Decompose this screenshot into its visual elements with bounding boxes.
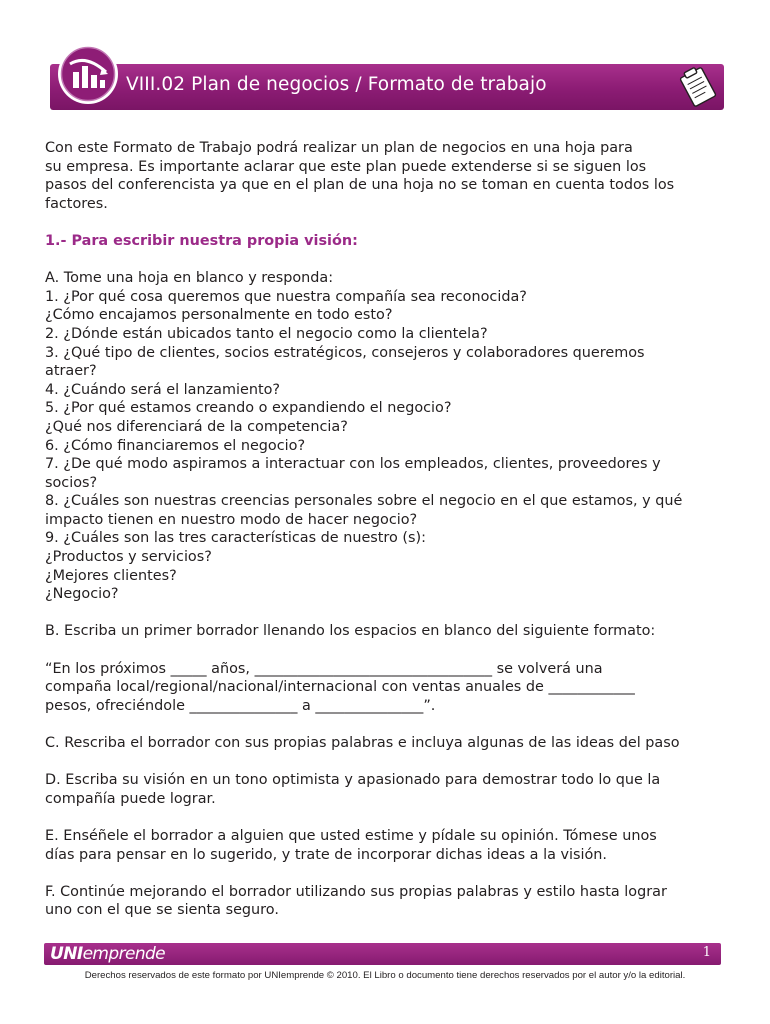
brand-logo bbox=[50, 943, 165, 965]
text-line: Con este Formato de Trabajo podrá realizar un plan de negocios en una hoja para bbox=[45, 140, 633, 156]
text-line: atraer? bbox=[45, 363, 97, 380]
text-line: socios? bbox=[45, 474, 98, 491]
text-line: 9. ¿Cuáles son las tres características de nuestro (s): bbox=[45, 530, 426, 547]
text-line: D. Escriba su visión en un tono optimista y apasionado para demostrar todo lo que la bbox=[45, 772, 661, 789]
text-line: 7. ¿De qué modo aspiramos a interactuar con los empleados, clientes, proveedores y bbox=[45, 456, 661, 473]
text-line: pesos, ofreciéndole _______________ a _______________”. bbox=[45, 697, 436, 714]
text-line: E. Enséñele el borrador a alguien que usted estime y pídale su opinión. Tómese unos bbox=[45, 827, 657, 844]
text-line: 2. ¿Dónde están ubicados tanto el negocio como la clientela? bbox=[45, 325, 488, 342]
section-heading: 1.- Para escribir nuestra propia visión: bbox=[45, 232, 358, 249]
copyright-notice: Derechos reservados de este formato por UNIemprende © 2010. El Libro o documento tiene derechos reservados por el autor y/o la editorial. bbox=[84, 970, 686, 981]
brand-logo-rest: emprende bbox=[82, 944, 166, 964]
clipboard-icon bbox=[676, 66, 720, 108]
document-body bbox=[45, 139, 725, 920]
header-banner bbox=[50, 64, 724, 110]
text-line: “En los próximos _____ años, _________________________________ se volverá una bbox=[45, 660, 603, 677]
page-number: 1 bbox=[702, 945, 711, 960]
chart-logo-icon bbox=[56, 42, 120, 106]
text-line: 6. ¿Cómo financiaremos el negocio? bbox=[45, 437, 306, 454]
text-line: A. Tome una hoja en blanco y responda: bbox=[45, 270, 334, 287]
text-line: 8. ¿Cuáles son nuestras creencias personales sobre el negocio en el que estamos, y qué bbox=[45, 493, 683, 510]
part-a bbox=[45, 269, 725, 604]
text-line: días para pensar en lo sugerido, y trate de incorporar dichas ideas a la visión. bbox=[45, 846, 607, 863]
vision-template bbox=[45, 660, 725, 716]
text-line: ¿Productos y servicios? bbox=[45, 549, 212, 566]
part-b: B. Escriba un primer borrador llenando los espacios en blanco del siguiente formato: bbox=[45, 623, 656, 640]
text-line: ¿Cómo encajamos personalmente en todo esto? bbox=[45, 307, 393, 324]
text-line: uno con el que se sienta seguro. bbox=[45, 902, 279, 919]
part-d bbox=[45, 771, 725, 808]
part-e bbox=[45, 827, 725, 864]
page-title: VIII.02 Plan de negocios / Formato de trabajo bbox=[126, 74, 547, 95]
text-line: ¿Mejores clientes? bbox=[45, 567, 177, 584]
text-line: 5. ¿Por qué estamos creando o expandiendo el negocio? bbox=[45, 400, 452, 417]
text-line: compañía puede lograr. bbox=[45, 790, 216, 807]
footer-bar bbox=[44, 943, 721, 965]
brand-logo-strong: UNI bbox=[50, 944, 83, 964]
text-line: ¿Negocio? bbox=[45, 586, 119, 603]
part-f bbox=[45, 883, 725, 920]
text-line: compaña local/regional/nacional/internacional con ventas anuales de ____________ bbox=[45, 679, 635, 696]
text-line: ¿Qué nos diferenciará de la competencia? bbox=[45, 418, 348, 435]
text-line: su empresa. Es importante aclarar que este plan puede extenderse si se siguen los bbox=[45, 158, 647, 175]
intro-paragraph bbox=[45, 139, 725, 213]
text-line: 1. ¿Por qué cosa queremos que nuestra compañía sea reconocida? bbox=[45, 288, 527, 305]
text-line: pasos del conferencista ya que en el plan de una hoja no se toman en cuenta todos los bbox=[45, 177, 675, 194]
text-line: 3. ¿Qué tipo de clientes, socios estratégicos, consejeros y colaboradores queremos bbox=[45, 344, 645, 361]
text-line: factores. bbox=[45, 195, 108, 212]
text-line: F. Continúe mejorando el borrador utilizando sus propias palabras y estilo hasta lograr bbox=[45, 883, 667, 900]
text-line: 4. ¿Cuándo será el lanzamiento? bbox=[45, 381, 281, 398]
text-line: impacto tienen en nuestro modo de hacer negocio? bbox=[45, 511, 418, 528]
part-c: C. Rescriba el borrador con sus propias palabras e incluya algunas de las ideas del paso bbox=[45, 735, 680, 751]
